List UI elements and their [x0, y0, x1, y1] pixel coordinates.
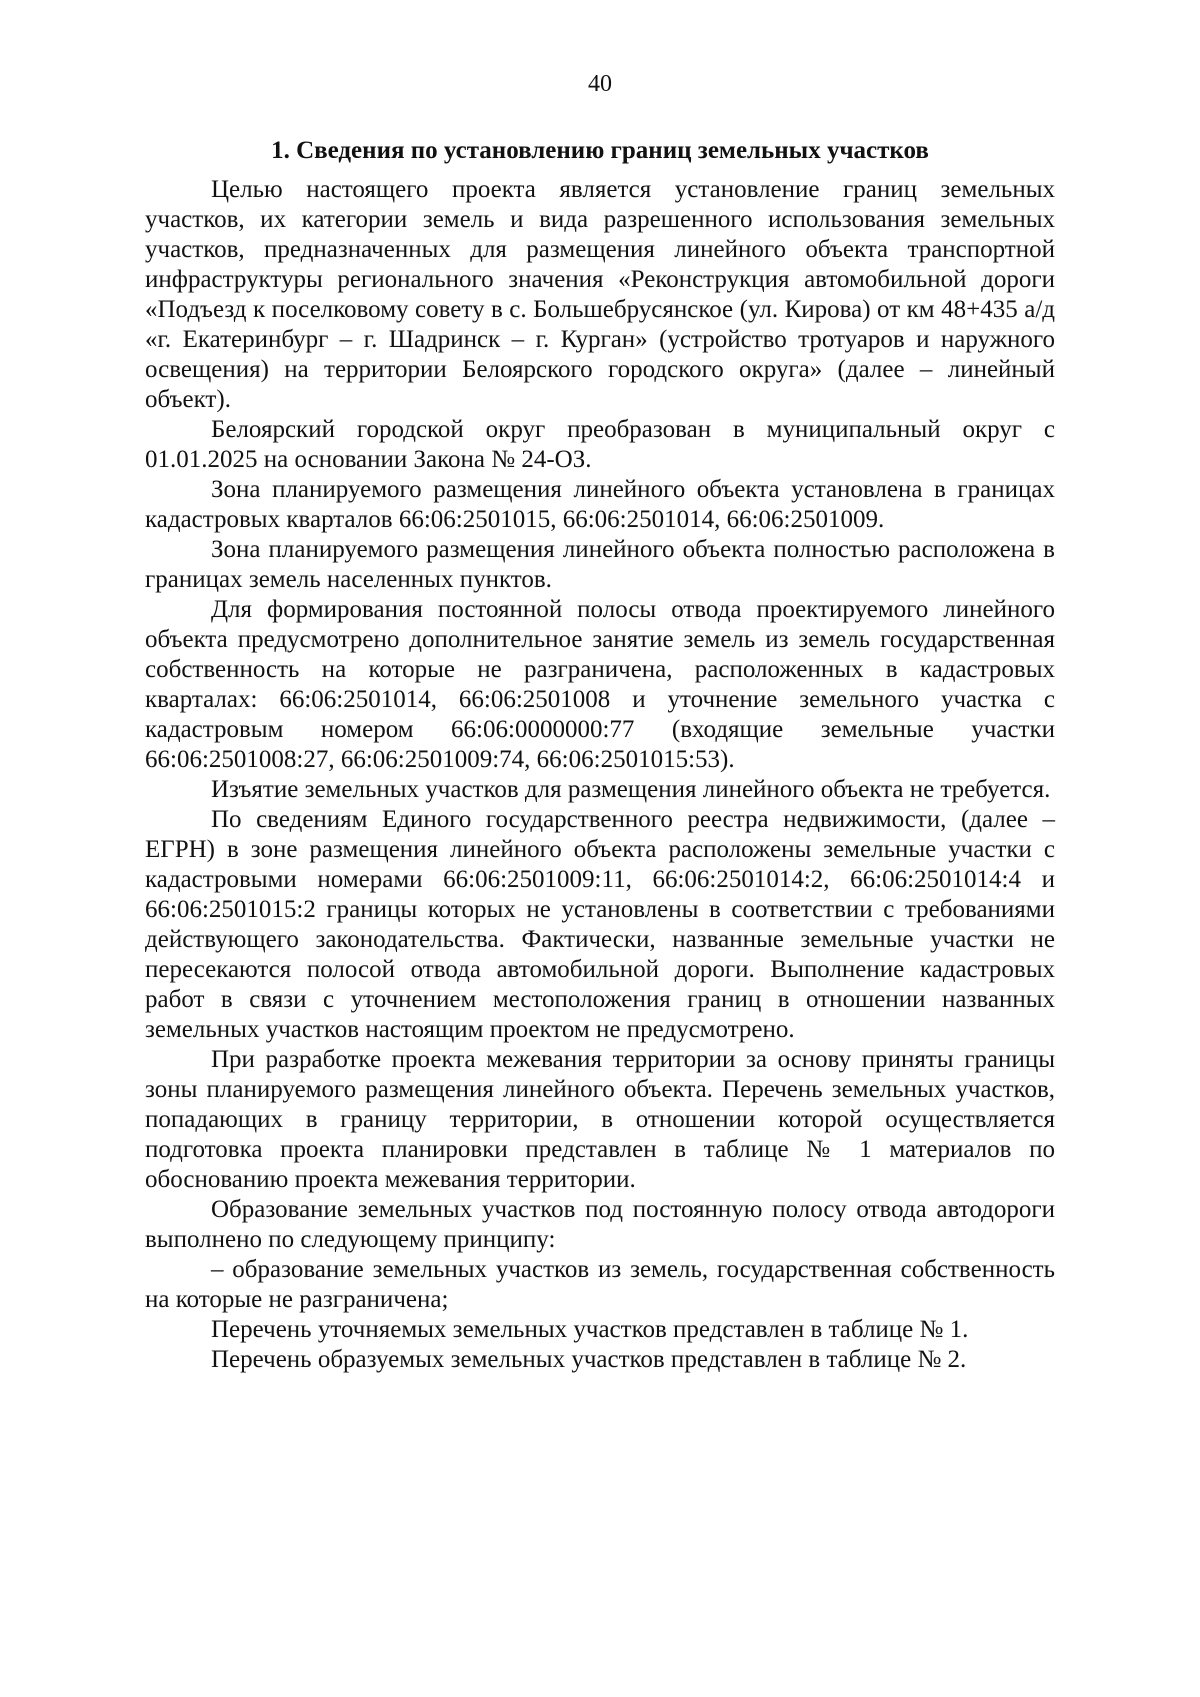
paragraph-settlement-lands: Зона планируемого размещения линейного объекта полностью расположена в границах земель населенных пунктов.: [145, 536, 1055, 593]
paragraph-purpose: Целью настоящего проекта является установление границ земельных участков, их категории земель и вида разрешенного использования земельных участков, предназначенных для размещения линейного объекта транспортной инфраструктуры регионального значения «Реконструкция автомобильной дороги «Подъезд к поселковому совету в с. Большебрусянское (ул. Кирова) от км 48+435 а/д «г. Екатеринбург – г. Шадринск – г. Курган» (устройство тротуаров и наружного освещения) на территории Белоярского городского округа» (далее – линейный объект).: [145, 176, 1055, 413]
page-number: 40: [588, 71, 612, 97]
paragraph-egrn: По сведениям Единого государственного реестра недвижимости, (далее – ЕГРН) в зоне размещения линейного объекта расположены земельные участки с кадастровыми номерами 66:06:2501009:11, 66:06:2501014:2, 66:06:2501014:4 и 66:06:2501015:2 границы которых не установлены в соответствии с требованиями действующего законодательства. Фактически, названные земельные участки не пересекаются полосой отвода автомобильной дороги. Выполнение кадастровых работ в связи с уточнением местоположения границ в отношении названных земельных участков настоящим проектом не предусмотрено.: [145, 806, 1055, 1043]
paragraph-municipal-change: Белоярский городской округ преобразован в муниципальный округ с 01.01.2025 на основании Закона № 24-ОЗ.: [145, 416, 1055, 473]
paragraph-project-basis: При разработке проекта межевания территории за основу приняты границы зоны планируемого размещения линейного объекта. Перечень земельных участков, попадающих в границу территории, в отношении которой осуществляется подготовка проекта планировки представлен в таблице № 1 материалов по обоснованию проекта межевания территории.: [145, 1046, 1055, 1193]
paragraph-seizure: Изъятие земельных участков для размещения линейного объекта не требуется.: [211, 776, 1051, 803]
paragraph-table-2-ref: Перечень образуемых земельных участков представлен в таблице № 2.: [211, 1346, 967, 1373]
paragraph-table-1-ref: Перечень уточняемых земельных участков представлен в таблице № 1.: [211, 1316, 969, 1343]
paragraph-right-of-way: Для формирования постоянной полосы отвода проектируемого линейного объекта предусмотрено дополнительное занятие земель из земель государственная собственность на которые не разграничена, расположенных в кадастровых кварталах: 66:06:2501014, 66:06:2501008 и уточнение земельного участка с кадастровым номером 66:06:0000000:77 (входящие земельные участки 66:06:2501008:27, 66:06:2501009:74, 66:06:2501015:53).: [145, 596, 1055, 773]
paragraph-cadastral-quarters: Зона планируемого размещения линейного объекта установлена в границах кадастровых кварталов 66:06:2501015, 66:06:2501014, 66:06:2501009.: [145, 476, 1055, 533]
body-text: [145, 175, 1055, 1375]
paragraph-formation-principle: Образование земельных участков под постоянную полосу отвода автодороги выполнено по следующему принципу:: [145, 1196, 1055, 1253]
section-heading: 1. Сведения по установлению границ земельных участков: [271, 137, 929, 164]
list-item-formation: – образование земельных участков из земель, государственная собственность на которые не разграничена;: [145, 1256, 1055, 1313]
